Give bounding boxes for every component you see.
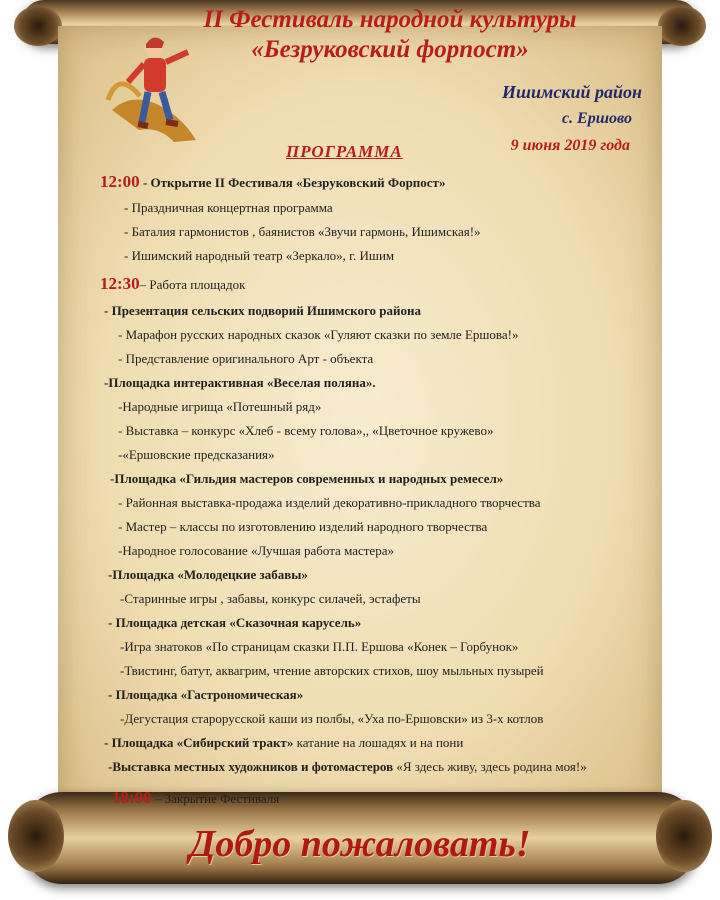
section-heading: -Площадка «Гильдия мастеров современных и народных ремесел» [110,471,504,486]
list-item: -Старинные игры , забавы, конкурс силачей, эстафеты [120,591,421,606]
program-entry-1230 [100,276,245,293]
time-1230: 12:30 [100,274,140,293]
festival-title-line2: «Безруковский форпост» [251,36,529,63]
section-heading: - Площадка детская «Сказочная карусель» [108,615,362,630]
siberian-tract-heading: - Площадка «Сибирский тракт» [104,735,294,750]
program-heading: ПРОГРАММА [286,142,403,161]
section-heading: - Площадка «Гастрономическая» [108,687,304,702]
art-exhibition-heading: -Выставка местных художников и фотомастеров [108,759,394,774]
welcome-banner: Добро пожаловать! [189,823,531,865]
siberian-tract-detail: катание на лошадях и на пони [293,735,464,750]
list-item: - Ишимский народный театр «Зеркало», г. Ишим [124,248,395,263]
opening-line: - Открытие II Фестиваля «Безруковский Форпост» [142,175,446,190]
section-heading: -Площадка интерактивная «Веселая поляна». [104,375,376,390]
list-item: - Мастер – классы по изготовлению изделий народного творчества [118,519,488,534]
village-name: с. Ершово [561,110,632,127]
art-exhibition-detail: «Я здесь живу, здесь родина моя!» [393,759,587,774]
scroll-curl-left-top [14,6,62,46]
venues-line: – Работа площадок [139,277,246,292]
list-item: -Игра знатоков «По страницам сказки П.П. Ершова «Конек – Горбунок» [120,639,519,654]
list-item [108,759,587,775]
list-item: - Баталия гармонистов , баянистов «Звучи гармонь, Ишимская!» [124,224,481,239]
list-item: -Твистинг, батут, аквагрим, чтение авторских стихов, шоу мыльных пузырей [120,663,544,678]
program-entry-1800 [112,790,279,807]
list-item: - Представление оригинального Арт - объекта [118,351,374,366]
time-1800: 18:00 [112,788,152,807]
time-1200: 12:00 [100,172,140,191]
list-item: - Выставка – конкурс «Хлеб - всему голова»,, «Цветочное кружево» [118,423,494,438]
list-item [104,735,463,751]
list-item: -Дегустация старорусской каши из полбы, «Уха по-Ершовски» из 3-х котлов [120,711,544,726]
list-item: -Народные игрища «Потешный ряд» [118,399,322,414]
list-item: - Праздничная концертная программа [124,200,333,215]
program-entry-1200 [100,174,445,191]
list-item: - Районная выставка-продажа изделий декоративно-прикладного творчества [118,495,541,510]
list-item: -Народное голосование «Лучшая работа мастера» [118,543,394,558]
list-item: - Марафон русских народных сказок «Гуляют сказки по земле Ершова!» [118,327,519,342]
district-name: Ишимский район [502,82,642,102]
festival-title-line1: II Фестиваль народной культуры [203,6,577,33]
festival-date: 9 июня 2019 года [510,137,630,154]
scroll-curl-right-top [658,6,706,46]
closing-line: – Закрытие Фестиваля [151,791,280,806]
section-heading: - Презентация сельских подворий Ишимского района [104,303,421,318]
section-heading: -Площадка «Молодецкие забавы» [108,567,308,582]
list-item: -«Ершовские предсказания» [118,447,275,462]
